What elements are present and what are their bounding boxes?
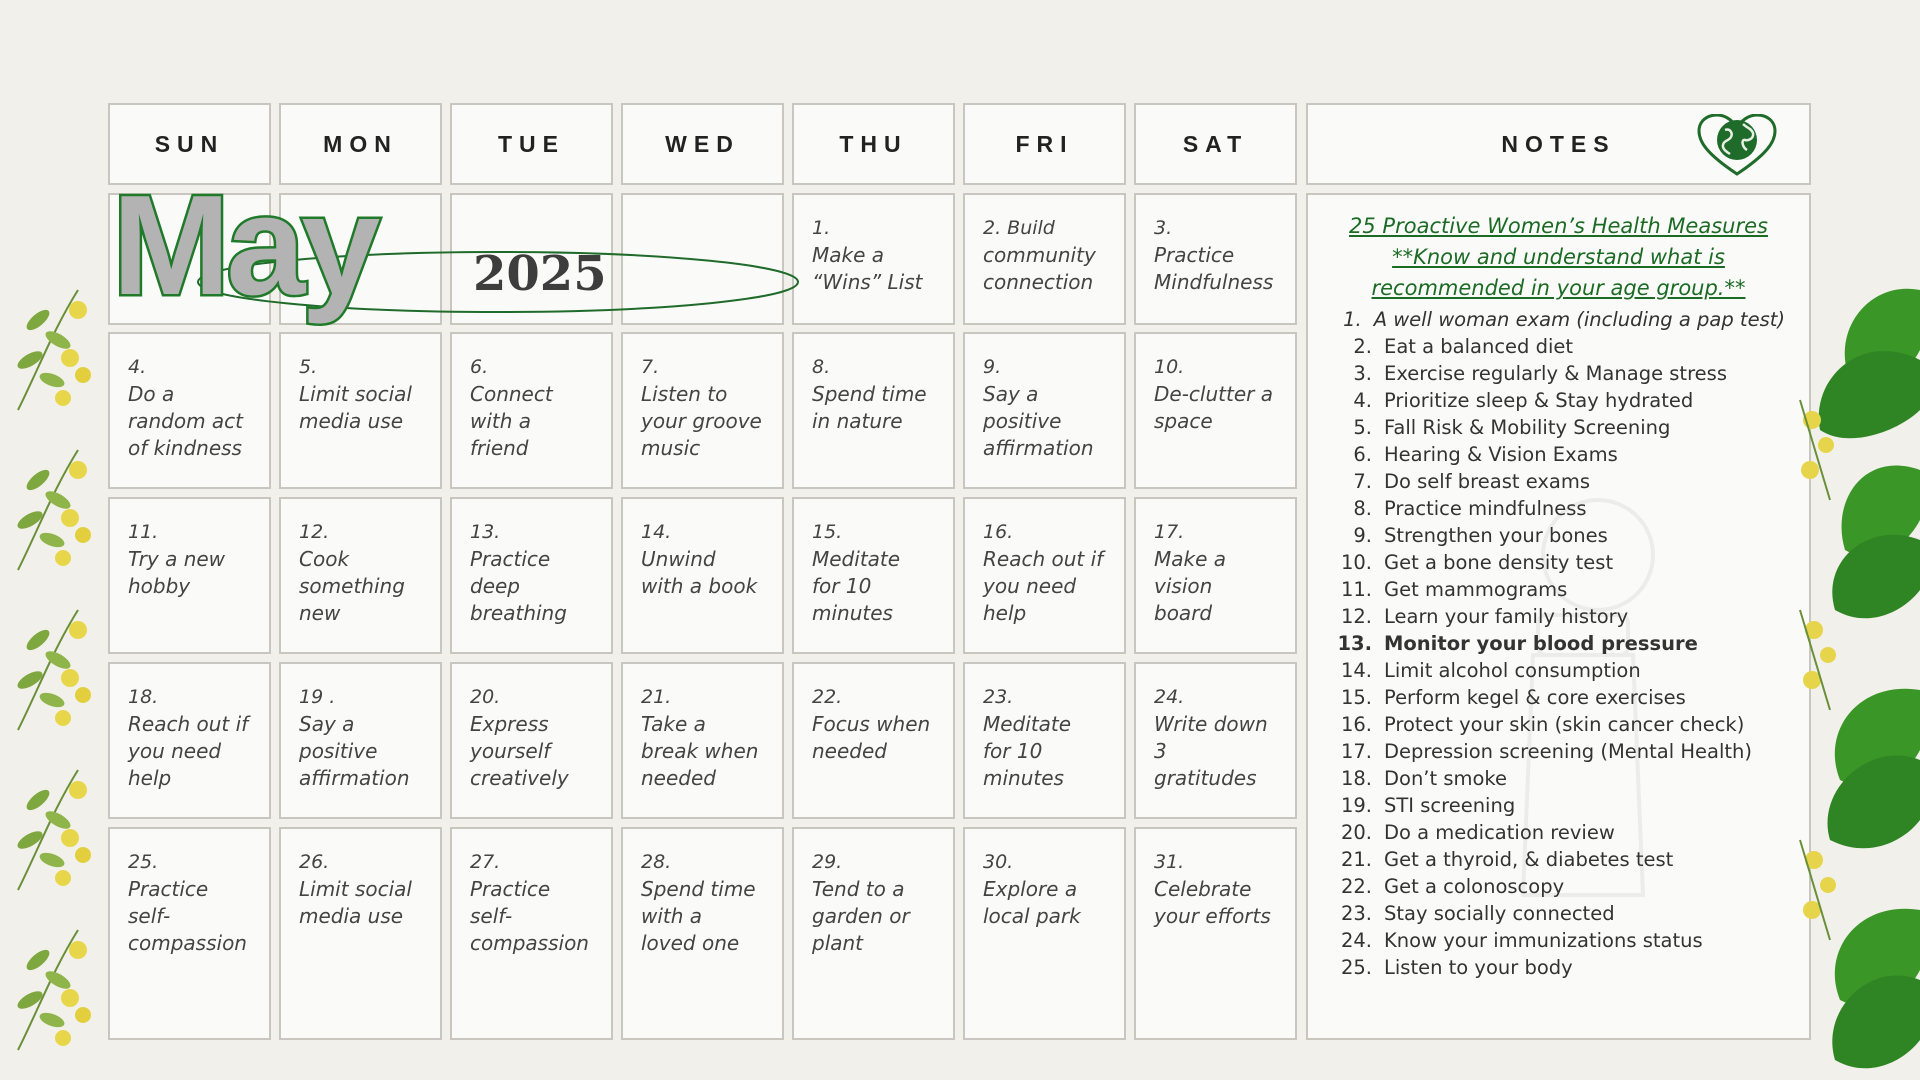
day-cell [792, 827, 955, 1040]
weekday-header-fri: FRI [963, 103, 1126, 185]
day-number: 27. [470, 851, 501, 873]
day-cell [108, 827, 271, 1040]
health-measure-number: 5. [1353, 416, 1372, 439]
notes-title-line: **Know and understand what is [1392, 245, 1725, 269]
day-activity: Meditate for 10 minutes [983, 712, 1072, 790]
notes-panel [1306, 193, 1811, 1040]
weekday-header-thu: THU [792, 103, 955, 185]
heart-globe-icon [1697, 114, 1777, 178]
health-measure-item [1332, 954, 1785, 981]
health-measure-text: Eat a balanced diet [1384, 335, 1574, 358]
day-cell [621, 827, 784, 1040]
day-activity: Spend time in nature [812, 382, 927, 433]
health-measure-number: 20. [1340, 821, 1372, 844]
day-number: 16. [983, 521, 1014, 543]
day-number: 2. Build [983, 217, 1055, 239]
day-activity: Explore a local park [983, 877, 1081, 928]
health-measure-number: 1. [1343, 308, 1362, 331]
day-number: 19 . [299, 686, 336, 708]
notes-title [1332, 211, 1785, 304]
day-cell [108, 497, 271, 654]
health-measure-number: 22. [1340, 875, 1372, 898]
health-measure-number: 17. [1340, 740, 1372, 763]
lemon-branch-decoration [8, 280, 108, 1080]
day-cell [1134, 332, 1297, 489]
health-measure-item [1332, 333, 1785, 360]
day-number: 23. [983, 686, 1014, 708]
day-number: 28. [641, 851, 672, 873]
health-measure-number: 8. [1353, 497, 1372, 520]
day-number: 14. [641, 521, 672, 543]
notes-header [1306, 103, 1811, 185]
day-cell [963, 497, 1126, 654]
health-measure-number: 25. [1340, 956, 1372, 979]
day-activity: Say a positive affirmation [983, 382, 1094, 460]
health-measure-text: Do self breast exams [1384, 470, 1590, 493]
health-measure-item [1332, 414, 1785, 441]
health-measure-number: 11. [1340, 578, 1372, 601]
day-cell [450, 332, 613, 489]
health-measure-text: Exercise regularly & Manage stress [1384, 362, 1727, 385]
health-measure-number: 12. [1340, 605, 1372, 628]
health-measure-number: 3. [1353, 362, 1372, 385]
day-activity: Focus when needed [812, 712, 931, 763]
day-cell [963, 827, 1126, 1040]
notes-header-label: NOTES [1501, 130, 1616, 157]
health-measure-text: STI screening [1384, 794, 1516, 817]
health-measure-text: Strengthen your bones [1384, 524, 1608, 547]
day-number: 18. [128, 686, 159, 708]
day-cell [1134, 827, 1297, 1040]
day-activity: Tend to a garden or plant [812, 877, 910, 955]
day-cell [1134, 662, 1297, 819]
day-number: 31. [1154, 851, 1185, 873]
notes-title-line: recommended in your age group.** [1371, 276, 1746, 300]
day-number: 11. [128, 521, 159, 543]
day-activity: Express yourself creatively [470, 712, 569, 790]
day-number: 12. [299, 521, 330, 543]
day-activity: Reach out if you need help [128, 712, 249, 790]
day-number: 9. [983, 356, 1002, 378]
day-activity: Spend time with a loved one [641, 877, 756, 955]
month-title-art [108, 172, 808, 342]
day-activity: Say a positive affirmation [299, 712, 410, 790]
weekday-header-tue: TUE [450, 103, 613, 185]
day-cell [792, 193, 955, 325]
health-measure-item [1332, 468, 1785, 495]
month-name: May [112, 172, 377, 325]
health-measure-number: 15. [1340, 686, 1372, 709]
health-measure-text: Protect your skin (skin cancer check) [1384, 713, 1745, 736]
day-cell [963, 193, 1126, 325]
day-activity: Write down 3 gratitudes [1154, 712, 1268, 790]
day-activity: Practice Mindfulness [1154, 243, 1274, 294]
year: 2025 [473, 246, 607, 302]
day-activity: Reach out if you need help [983, 547, 1104, 625]
day-cell [621, 332, 784, 489]
health-measure-text: Fall Risk & Mobility Screening [1384, 416, 1671, 439]
day-cell [450, 497, 613, 654]
day-number: 10. [1154, 356, 1185, 378]
weekday-header-mon: MON [279, 103, 442, 185]
day-activity: Limit social media use [299, 382, 412, 433]
health-measure-number: 9. [1353, 524, 1372, 547]
health-measure-text: Depression screening (Mental Health) [1384, 740, 1753, 763]
weekday-header-sun: SUN [108, 103, 271, 185]
day-cell [108, 662, 271, 819]
health-measure-text: Stay socially connected [1384, 902, 1615, 925]
health-measure-item [1332, 441, 1785, 468]
health-measure-text: A well woman exam (including a pap test) [1373, 308, 1785, 331]
day-activity: De-clutter a space [1154, 382, 1273, 433]
day-cell [1134, 497, 1297, 654]
day-number: 8. [812, 356, 831, 378]
health-measure-text: Learn your family history [1384, 605, 1629, 628]
day-cell [108, 332, 271, 489]
health-measure-text: Perform kegel & core exercises [1384, 686, 1686, 709]
weekday-header-wed: WED [621, 103, 784, 185]
health-measure-number: 21. [1340, 848, 1372, 871]
health-measure-text: Listen to your body [1384, 956, 1573, 979]
day-activity: Celebrate your efforts [1154, 877, 1271, 928]
health-measure-text: Get a colonoscopy [1384, 875, 1565, 898]
health-measure-text: Get mammograms [1384, 578, 1568, 601]
day-activity: Connect with a friend [470, 382, 553, 460]
health-measure-text: Know your immunizations status [1384, 929, 1703, 952]
health-measure-item [1332, 387, 1785, 414]
bottle-watermark [1478, 495, 1678, 915]
day-activity: Practice self- compassion [470, 877, 589, 955]
day-cell [279, 497, 442, 654]
day-activity: Try a new hobby [128, 547, 226, 598]
health-measure-text: Do a medication review [1384, 821, 1615, 844]
day-cell [450, 827, 613, 1040]
day-activity: Meditate for 10 minutes [812, 547, 901, 625]
health-measure-number: 23. [1340, 902, 1372, 925]
day-cell [450, 662, 613, 819]
day-number: 4. [128, 356, 147, 378]
day-number: 7. [641, 356, 660, 378]
health-measure-item [1332, 927, 1785, 954]
health-measure-text: Monitor your blood pressure [1384, 632, 1698, 655]
day-cell [1134, 193, 1297, 325]
health-measure-number: 19. [1340, 794, 1372, 817]
day-number: 26. [299, 851, 330, 873]
day-number: 29. [812, 851, 843, 873]
day-cell [792, 332, 955, 489]
health-measure-item [1332, 360, 1785, 387]
health-measure-text: Prioritize sleep & Stay hydrated [1384, 389, 1694, 412]
health-measure-text: Limit alcohol consumption [1384, 659, 1641, 682]
day-activity: Take a break when needed [641, 712, 759, 790]
health-measure-number: 7. [1353, 470, 1372, 493]
day-activity: Practice deep breathing [470, 547, 567, 625]
health-measure-text: Get a thyroid, & diabetes test [1384, 848, 1674, 871]
day-activity: community connection [983, 243, 1096, 294]
notes-title-line: 25 Proactive Women’s Health Measures [1349, 214, 1768, 238]
month-title [108, 172, 808, 342]
day-number: 17. [1154, 521, 1185, 543]
health-measure-number: 10. [1340, 551, 1372, 574]
day-number: 25. [128, 851, 159, 873]
day-cell [621, 497, 784, 654]
day-activity: Make a “Wins” List [812, 243, 923, 294]
day-number: 30. [983, 851, 1014, 873]
day-cell [621, 662, 784, 819]
day-number: 20. [470, 686, 501, 708]
health-measure-number: 2. [1353, 335, 1372, 358]
day-number: 1. [812, 217, 831, 239]
day-activity: Listen to your groove music [641, 382, 762, 460]
day-number: 15. [812, 521, 843, 543]
health-measure-number: 24. [1340, 929, 1372, 952]
health-measure-text: Hearing & Vision Exams [1384, 443, 1618, 466]
green-leaves-decoration [1790, 270, 1920, 1080]
day-number: 24. [1154, 686, 1185, 708]
health-measure-number: 14. [1340, 659, 1372, 682]
day-activity: Limit social media use [299, 877, 412, 928]
day-cell [279, 827, 442, 1040]
health-measure-item [1332, 306, 1785, 333]
day-activity: Unwind with a book [641, 547, 758, 598]
day-cell [279, 662, 442, 819]
day-cell [279, 332, 442, 489]
day-number: 22. [812, 686, 843, 708]
day-number: 21. [641, 686, 672, 708]
health-measure-text: Practice mindfulness [1384, 497, 1587, 520]
weekday-header-sat: SAT [1134, 103, 1297, 185]
day-number: 6. [470, 356, 489, 378]
day-cell [963, 332, 1126, 489]
day-activity: Do a random act of kindness [128, 382, 244, 460]
health-measure-number: 16. [1340, 713, 1372, 736]
health-measure-text: Don’t smoke [1384, 767, 1508, 790]
health-measure-number: 13. [1337, 632, 1372, 655]
health-measure-number: 18. [1340, 767, 1372, 790]
day-activity: Cook something new [299, 547, 405, 625]
day-cell [792, 662, 955, 819]
day-number: 3. [1154, 217, 1173, 239]
day-number: 5. [299, 356, 318, 378]
day-cell [792, 497, 955, 654]
health-measure-number: 6. [1353, 443, 1372, 466]
day-activity: Practice self- compassion [128, 877, 247, 955]
health-measure-text: Get a bone density test [1384, 551, 1614, 574]
day-activity: Make a vision board [1154, 547, 1227, 625]
day-cell [963, 662, 1126, 819]
day-number: 13. [470, 521, 501, 543]
health-measure-number: 4. [1353, 389, 1372, 412]
